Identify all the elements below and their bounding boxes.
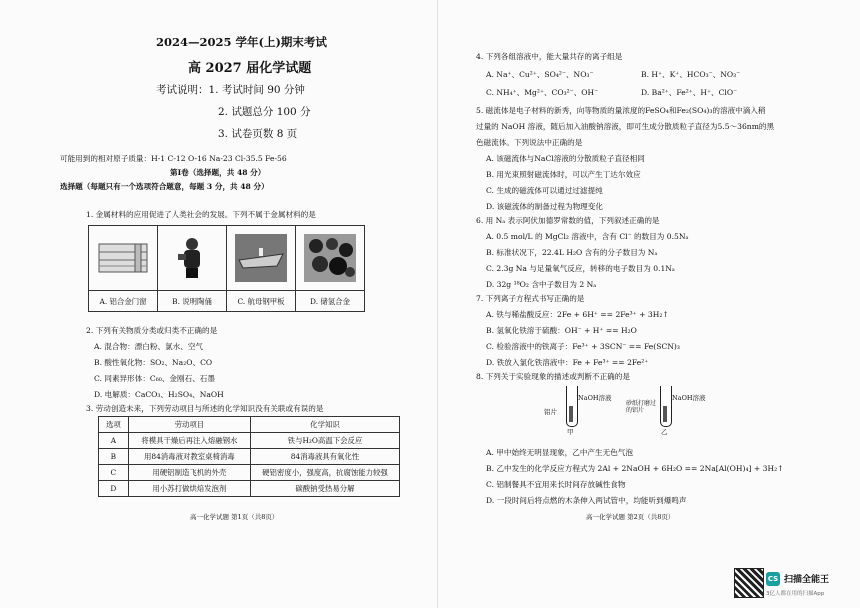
camscanner-logo-icon: CS xyxy=(766,572,780,586)
exam-info-time: 考试说明：1. 考试时间 90 分钟 xyxy=(156,84,305,96)
alloy-chunks-icon xyxy=(302,232,358,284)
cell: 碳酸钠受热易分解 xyxy=(250,481,399,497)
scanner-watermark xyxy=(734,568,854,602)
q7-option-a: A. 铁与稀盐酸反应：2Fe + 6H⁺ == 2Fe³⁺ + 3H₂↑ xyxy=(486,310,669,319)
cell: A xyxy=(99,433,129,449)
cell: 84消毒液具有氧化性 xyxy=(250,449,399,465)
polished-aluminum-strip-icon xyxy=(663,406,667,422)
aluminum-strip-icon xyxy=(569,406,573,422)
q1-image-c xyxy=(227,226,296,291)
right-solution-label: NaOH溶液 xyxy=(672,394,706,402)
figurine-icon xyxy=(164,232,220,284)
scanner-tagline: 3亿人都在用的扫描App xyxy=(766,591,825,597)
cell: B xyxy=(99,449,129,465)
exam-title: 2024—2025 学年(上)期末考试 xyxy=(156,35,327,49)
table-header xyxy=(99,417,400,433)
q5-option-b: B. 用光束照射磁流体时，可以产生丁达尔效应 xyxy=(486,170,641,179)
table-row xyxy=(99,481,400,497)
q3-stem: 3. 劳动创造未来，下列劳动项目与所述的化学知识没有关联或有误的是 xyxy=(86,404,324,413)
table-row xyxy=(99,433,400,449)
left-tube-name: 甲 xyxy=(567,428,574,436)
cell: 用硬铝制造飞机的外壳 xyxy=(128,465,250,481)
q1-image-a xyxy=(89,226,158,291)
left-strip-label: 铝片 xyxy=(544,408,557,416)
q4-stem: 4. 下列各组溶液中，能大量共存的离子组是 xyxy=(476,52,623,61)
q1-option-a: A. 铝合金门窗 xyxy=(89,291,158,312)
q2-option-c: C. 同素异形体：C₆₀、金刚石、石墨 xyxy=(94,374,215,383)
q4-option-a: A. Na⁺、Cu²⁺、SO₄²⁻、NO₃⁻ xyxy=(486,70,594,79)
choice-instruction: 选择题（每题只有一个选项符合题意，每题 3 分，共 48 分） xyxy=(60,182,269,191)
q6-option-b: B. 标准状况下，22.4L H₂O 含有的分子数目为 Nₐ xyxy=(486,248,658,257)
col-knowledge: 化学知识 xyxy=(250,417,399,433)
q1-image-b xyxy=(158,226,227,291)
exam-subtitle: 高 2027 届化学试题 xyxy=(188,61,312,76)
q2-option-b: B. 酸性氧化物：SO₂、Na₂O、CO xyxy=(94,358,213,367)
cell: 用84消毒液对教室桌椅消毒 xyxy=(128,449,250,465)
q8-figure xyxy=(536,384,736,438)
window-frame-icon xyxy=(95,232,151,284)
q8-option-a: A. 甲中始终无明显现象，乙中产生无色气泡 xyxy=(486,448,633,457)
q1-image-d xyxy=(296,226,365,291)
q6-option-d: D. 32g ¹⁸O₂ 含中子数目为 2 Nₐ xyxy=(486,280,597,289)
exam-info-score: 2. 试题总分 100 分 xyxy=(218,106,311,118)
q6-stem: 6. 用 Nₐ 表示阿伏加德罗常数的值，下列叙述正确的是 xyxy=(476,216,660,225)
right-footer: 高一化学试题 第2页（共8页） xyxy=(586,513,675,521)
col-labor: 劳动项目 xyxy=(128,417,250,433)
scanner-app-name: 扫描全能王 xyxy=(784,575,830,585)
q8-stem: 8. 下列关于实验现象的描述或判断不正确的是 xyxy=(476,372,630,381)
left-footer: 高一化学试题 第1页（共8页） xyxy=(190,513,279,521)
q4-option-d: D. Ba²⁺、Fe²⁺、H⁺、ClO⁻ xyxy=(641,88,738,97)
exam-info-pages: 3. 试卷页数 8 页 xyxy=(218,128,298,140)
q2-stem: 2. 下列有关物质分类或归类不正确的是 xyxy=(86,326,218,335)
right-tube-name: 乙 xyxy=(661,428,668,436)
q3-table xyxy=(98,416,400,497)
cell: D xyxy=(99,481,129,497)
q1-option-d: D. 储氢合金 xyxy=(296,291,365,312)
q4-option-b: B. H⁺、K⁺、HCO₃⁻、NO₃⁻ xyxy=(641,70,741,79)
q2-option-d: D. 电解质：CaCO₃、H₂SO₄、NaOH xyxy=(94,390,224,399)
qr-code-icon xyxy=(734,568,764,598)
q7-option-c: C. 检验溶液中的铁离子：Fe³⁺ + 3SCN⁻ == Fe(SCN)₃ xyxy=(486,342,680,351)
cell: 铁与H₂O高温下会反应 xyxy=(250,433,399,449)
q1-option-c: C. 航母钢甲板 xyxy=(227,291,296,312)
q4-option-c: C. NH₄⁺、Mg²⁺、CO₃²⁻、OH⁻ xyxy=(486,88,599,97)
q1-option-b: B. 说明陶俑 xyxy=(158,291,227,312)
q5-option-a: A. 该磁流体与NaCl溶液的分散质粒子直径相同 xyxy=(486,154,645,163)
q7-option-d: D. 铁放入氯化铁溶液中：Fe + Fe³⁺ == 2Fe²⁺ xyxy=(486,358,649,367)
q5-option-d: D. 该磁流体的制备过程为物理变化 xyxy=(486,202,603,211)
q7-stem: 7. 下列离子方程式书写正确的是 xyxy=(476,294,585,303)
q5-line1: 5. 磁流体是电子材料的新秀，向等物质的量浓度的FeSO₄和Fe₂(SO₄)₃的溶液中滴入稍 xyxy=(476,106,766,115)
q1-image-table xyxy=(88,225,365,312)
right-strip-label: 砂纸打磨过的铝片 xyxy=(626,400,657,414)
q2-option-a: A. 混合物：漂白粉、氯水、空气 xyxy=(94,342,204,351)
q8-option-c: C. 铝制餐具不宜用来长时间存放碱性食物 xyxy=(486,480,626,489)
cell: C xyxy=(99,465,129,481)
part-one-heading: 第Ⅰ卷（选择题，共 48 分） xyxy=(170,168,266,177)
carrier-deck-icon xyxy=(233,232,289,284)
q7-option-b: B. 氢氧化铁溶于硫酸：OH⁻ + H⁺ == H₂O xyxy=(486,326,637,335)
table-row xyxy=(99,465,400,481)
q5-line3: 色磁流体。下列说法中正确的是 xyxy=(476,138,583,147)
col-option: 选项 xyxy=(99,417,129,433)
q5-option-c: C. 生成的磁流体可以通过过滤提纯 xyxy=(486,186,603,195)
q5-line2: 过量的 NaOH 溶液，随后加入油酸钠溶液，即可生成分散质粒子直径为5.5～36nm的黑 xyxy=(476,122,775,131)
q6-option-a: A. 0.5 mol/L 的 MgCl₂ 溶液中，含有 Cl⁻ 的数目为 0.5Nₐ xyxy=(486,232,689,241)
q6-option-c: C. 2.3g Na 与足量氧气反应，转移的电子数目为 0.1Nₐ xyxy=(486,264,675,273)
cell: 硬铝密度小，强度高，抗腐蚀能力较强 xyxy=(250,465,399,481)
cell: 用小苏打做烘焙发泡剂 xyxy=(128,481,250,497)
page-fold xyxy=(437,0,438,608)
cell: 将模具干燥后再注入熔融钢水 xyxy=(128,433,250,449)
left-solution-label: NaOH溶液 xyxy=(578,394,612,402)
table-row xyxy=(99,449,400,465)
q8-option-b: B. 乙中发生的化学反应方程式为 2Al + 2NaOH + 6H₂O == 2Na[Al(OH)₄] + 3H₂↑ xyxy=(486,464,784,473)
atomic-masses: 可能用到的相对原子质量：H-1 C-12 O-16 Na-23 Cl-35.5 Fe-56 xyxy=(60,154,287,163)
q1-stem: 1. 金属材料的应用促进了人类社会的发展。下列不属于金属材料的是 xyxy=(86,210,316,219)
q8-option-d: D. 一段时间后将点燃的木条伸入两试管中，均能听到爆鸣声 xyxy=(486,496,687,505)
